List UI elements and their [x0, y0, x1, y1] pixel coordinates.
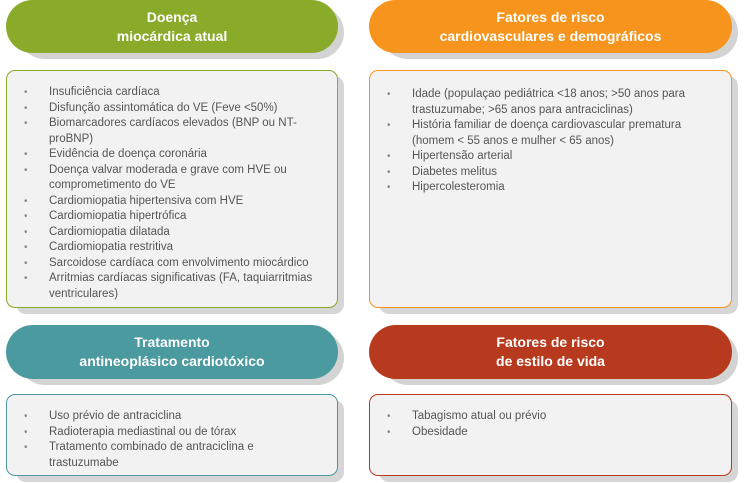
list-item: • Evidência de doença coronária [37, 147, 329, 163]
list-item: • Cardiomiopatia restritiva [37, 240, 329, 256]
box-cardiotoxic-treatment [6, 394, 338, 476]
header-line-1: Doença [146, 8, 198, 25]
header-lifestyle-risk-factors [369, 325, 732, 379]
item-list [37, 409, 297, 471]
header-line-1: Fatores de risco [496, 8, 605, 25]
item-list [400, 87, 711, 196]
header-line-2: antineoplásico cardiotóxico [79, 353, 265, 369]
header-cardiotoxic-treatment [6, 325, 338, 379]
list-item: • Arritmias cardíacas significativas (FA, taquiarritmias ventriculares) [37, 271, 329, 302]
box-body [6, 394, 338, 476]
list-item: • Hipertensão arterial [400, 149, 711, 165]
list-item: • Sarcoidose cardíaca com envolvimento miocárdico [37, 256, 329, 272]
item-list [37, 85, 329, 302]
header-line-1: Tratamento [134, 334, 210, 350]
box-body [369, 394, 732, 476]
box-body [6, 70, 338, 308]
list-item: • Insuficiência cardíaca [37, 85, 329, 101]
list-item: • Doença valvar moderada e grave com HVE ou comprometimento do VE [37, 163, 329, 194]
list-item: • Uso prévio de antraciclina [37, 409, 297, 425]
list-item: • Radioterapia mediastinal ou de tórax [37, 425, 297, 441]
list-item: • Tabagismo atual ou prévio [400, 409, 723, 425]
box-cardiovascular-risk-factors [369, 70, 732, 308]
item-list [400, 409, 723, 440]
list-item: • Tratamento combinado de antraciclina e trastuzumabe [37, 440, 297, 471]
header-current-myocardial-disease [6, 0, 338, 53]
list-item: • História familiar de doença cardiovascular prematura (homem < 55 anos e mulher < 65 anos) [400, 118, 711, 149]
list-item: • Disfunção assintomática do VE (Feve <50%) [37, 101, 329, 117]
list-item: • Obesidade [400, 425, 723, 441]
list-item: • Hipercolesteromia [400, 180, 711, 196]
box-current-myocardial-disease [6, 70, 338, 308]
header-line-2: cardiovasculares e demográficos [439, 27, 662, 44]
list-item: • Biomarcadores cardíacos elevados (BNP ou NT-proBNP) [37, 116, 329, 147]
list-item: • Cardiomiopatia hipertensiva com HVE [37, 194, 329, 210]
list-item: • Idade (populaçao pediátrica <18 anos; >50 anos para trastuzumabe; >65 anos para antraciclinas) [400, 87, 711, 118]
header-line-2: de estilo de vida [496, 353, 605, 369]
header-pill [369, 0, 732, 53]
box-body [369, 70, 732, 308]
header-pill [6, 0, 338, 53]
box-lifestyle-risk-factors [369, 394, 732, 476]
header-cardiovascular-risk-factors [369, 0, 732, 53]
header-pill [6, 325, 338, 379]
header-pill [369, 325, 732, 379]
list-item: • Diabetes melitus [400, 165, 711, 181]
header-line-1: Fatores de risco [496, 334, 605, 350]
header-line-2: miocárdica atual [116, 27, 228, 44]
list-item: • Cardiomiopatia dilatada [37, 225, 329, 241]
list-item: • Cardiomiopatia hipertrófica [37, 209, 329, 225]
